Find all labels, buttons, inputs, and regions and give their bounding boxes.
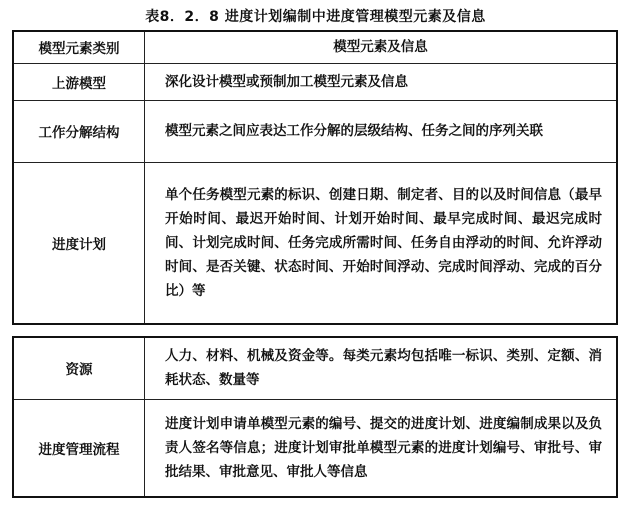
row-category: 进度管理流程 [13,399,145,497]
row-category: 上游模型 [13,63,145,100]
table-row [13,162,617,324]
info-table-part-2 [12,336,618,498]
header-category: 模型元素类别 [13,31,145,63]
header-info: 模型元素及信息 [145,31,618,63]
table-caption: 表8．2．8 进度计划编制中进度管理模型元素及信息 [145,9,486,25]
row-category: 工作分解结构 [13,100,145,162]
table-header-row [13,31,617,63]
row-category: 进度计划 [13,162,145,324]
info-table-part-1 [12,30,618,325]
row-category: 资源 [13,337,145,399]
row-info: 单个任务模型元素的标识、创建日期、制定者、目的以及时间信息（最早开始时间、最迟开始时间、计划开始时间、最早完成时间、最迟完成时间、计划完成时间、任务完成所需时间、任务自由浮动的时间、允许浮动时间、是否关键、状态时间、开始时间浮动、完成时间浮动、完成的百分比）等 [145,162,618,324]
row-info: 模型元素之间应表达工作分解的层级结构、任务之间的序列关联 [145,100,618,162]
row-info: 人力、材料、机械及资金等。每类元素均包括唯一标识、类别、定额、消耗状态、数量等 [145,337,618,399]
table-row [13,337,617,399]
table-row [13,100,617,162]
table-row [13,63,617,100]
table-row [13,399,617,497]
row-info: 深化设计模型或预制加工模型元素及信息 [145,63,618,100]
row-info: 进度计划申请单模型元素的编号、提交的进度计划、进度编制成果以及负责人签名等信息；进度计划审批单模型元素的进度计划编号、审批号、审批结果、审批意见、审批人等信息 [145,399,618,497]
